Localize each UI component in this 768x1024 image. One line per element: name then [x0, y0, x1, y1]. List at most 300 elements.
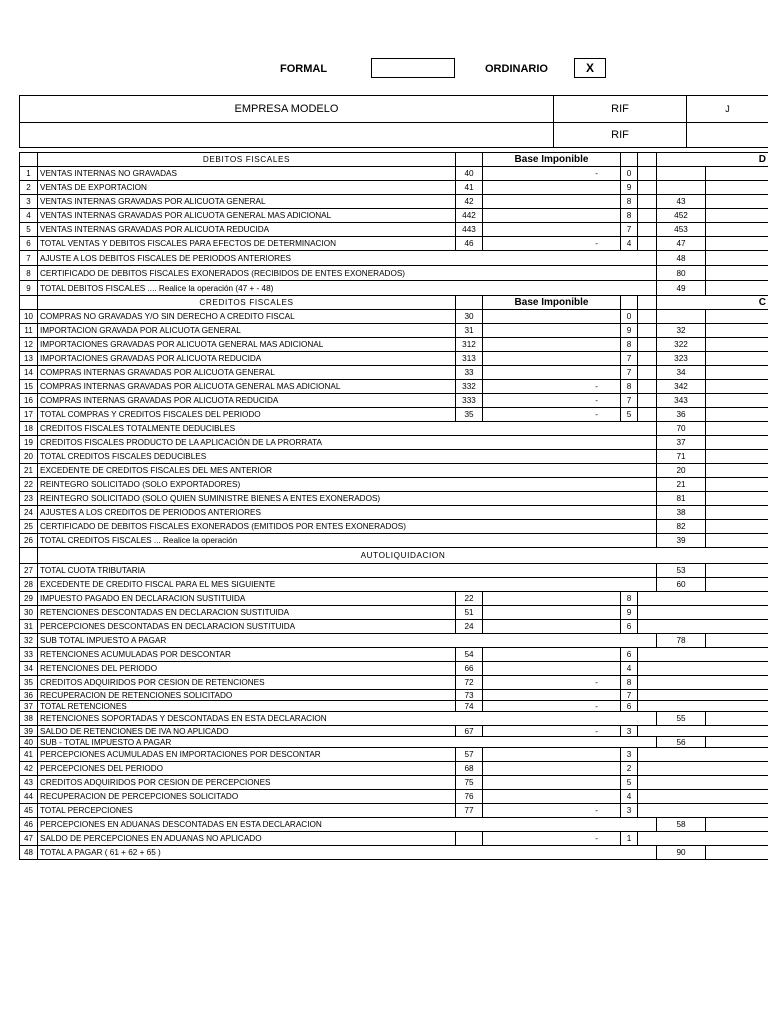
empty-amount-area: [638, 592, 768, 606]
tax-amount-field[interactable]: [706, 324, 768, 338]
base-amount-field[interactable]: [483, 352, 621, 366]
row-label: PERCEPCIONES DESCONTADAS EN DECLARACION SUSTITUIDA: [38, 620, 456, 634]
empty-amount-area: [638, 690, 768, 701]
rif-label: RIF: [554, 96, 687, 123]
table-row: [20, 620, 768, 634]
check-header-blank: [621, 153, 638, 167]
base-amount-field[interactable]: [483, 310, 621, 324]
row-number: 41: [20, 748, 38, 762]
tax-amount-field[interactable]: [706, 520, 768, 534]
check-digit: 7: [621, 394, 638, 408]
tax-amount-field[interactable]: [706, 223, 768, 237]
row-label: IMPORTACIONES GRAVADAS POR ALICUOTA GENERAL MAS ADICIONAL: [38, 338, 456, 352]
base-amount-field[interactable]: [483, 592, 621, 606]
base-amount-field[interactable]: -: [483, 408, 621, 422]
table-row: [20, 251, 768, 266]
line-code: 31: [456, 324, 483, 338]
line-code: 22: [456, 592, 483, 606]
table-row: [20, 450, 768, 464]
rif-value-2[interactable]: [687, 123, 768, 148]
tax-amount-field[interactable]: [706, 338, 768, 352]
row-number: 33: [20, 648, 38, 662]
empty-amount-area: [638, 804, 768, 818]
table-row: [20, 634, 768, 648]
row-label: TOTAL CREDITOS FISCALES DEDUCIBLES: [38, 450, 657, 464]
tax-code: 48: [657, 251, 706, 266]
tax-amount-field[interactable]: [706, 564, 768, 578]
row-number: 28: [20, 578, 38, 592]
base-amount-field[interactable]: [483, 181, 621, 195]
check-digit: 7: [621, 690, 638, 701]
row-number: 37: [20, 701, 38, 712]
line-code: 35: [456, 408, 483, 422]
row-label: VENTAS DE EXPORTACION: [38, 181, 456, 195]
tax-code: 34: [657, 366, 706, 380]
tax-amount-field[interactable]: [706, 818, 768, 832]
base-amount-field[interactable]: [483, 748, 621, 762]
tax-amount-field[interactable]: [706, 281, 768, 296]
check-digit: 6: [621, 701, 638, 712]
table-row: [20, 648, 768, 662]
code-header-blank: [456, 153, 483, 167]
base-amount-field[interactable]: [483, 606, 621, 620]
row-number: 46: [20, 818, 38, 832]
table-row: [20, 832, 768, 846]
tax-code: 55: [657, 712, 706, 726]
line-code: 51: [456, 606, 483, 620]
empty-amount-area: [638, 790, 768, 804]
table-row: [20, 195, 768, 209]
row-number: 22: [20, 478, 38, 492]
gap-cell: [638, 394, 657, 408]
company-name: EMPRESA MODELO: [20, 96, 554, 123]
line-code: 41: [456, 181, 483, 195]
gap-cell: [638, 223, 657, 237]
row-number: 27: [20, 564, 38, 578]
table-row: [20, 478, 768, 492]
row-label: PERCEPCIONES DEL PERIODO: [38, 762, 456, 776]
tax-code: 70: [657, 422, 706, 436]
creditos-fiscales-title: CREDITOS FISCALES: [38, 296, 456, 310]
row-number: 16: [20, 394, 38, 408]
tax-amount-field[interactable]: [706, 181, 768, 195]
check-digit: 9: [621, 181, 638, 195]
check-digit: 8: [621, 592, 638, 606]
company-name-second-line: [20, 123, 554, 148]
row-label: AJUSTE A LOS DEBITOS FISCALES DE PERIODOS ANTERIORES: [38, 251, 657, 266]
check-digit: 1: [621, 832, 638, 846]
check-digit: 3: [621, 804, 638, 818]
table-row: [20, 394, 768, 408]
tax-amount-field[interactable]: [706, 394, 768, 408]
line-code: 73: [456, 690, 483, 701]
rif-value[interactable]: J: [687, 96, 768, 123]
line-code: 77: [456, 804, 483, 818]
row-label: RECUPERACION DE RETENCIONES SOLICITADO: [38, 690, 456, 701]
row-label: SUB - TOTAL IMPUESTO A PAGAR: [38, 737, 657, 748]
check-digit: 9: [621, 324, 638, 338]
gap-cell: [638, 408, 657, 422]
line-code: 30: [456, 310, 483, 324]
row-number: 17: [20, 408, 38, 422]
row-number: 12: [20, 338, 38, 352]
check-digit: 7: [621, 223, 638, 237]
check-digit: 8: [621, 676, 638, 690]
table-row: [20, 534, 768, 548]
row-number: 45: [20, 804, 38, 818]
gap-cell: [638, 380, 657, 394]
tax-amount-field[interactable]: [706, 422, 768, 436]
table-row: [20, 324, 768, 338]
base-amount-field[interactable]: [483, 324, 621, 338]
check-digit: 6: [621, 620, 638, 634]
table-row: [20, 662, 768, 676]
tax-amount-field[interactable]: [706, 534, 768, 548]
gap-cell: [638, 195, 657, 209]
iva-declaration-table: [19, 152, 768, 860]
creditos-fiscales-amount-header: C: [657, 296, 768, 310]
row-number: 13: [20, 352, 38, 366]
row-label: TOTAL COMPRAS Y CREDITOS FISCALES DEL PERIODO: [38, 408, 456, 422]
row-number: 40: [20, 737, 38, 748]
row-label: RETENCIONES DEL PERIODO: [38, 662, 456, 676]
row-number: 47: [20, 832, 38, 846]
creditos-fiscales-header: [20, 296, 768, 310]
empty-amount-area: [638, 620, 768, 634]
check-digit: 5: [621, 408, 638, 422]
check-digit: 0: [621, 167, 638, 181]
row-label: IMPORTACIONES GRAVADAS POR ALICUOTA REDUCIDA: [38, 352, 456, 366]
row-label: VENTAS INTERNAS NO GRAVADAS: [38, 167, 456, 181]
row-label: CERTIFICADO DE DEBITOS FISCALES EXONERADOS (RECIBIDOS DE ENTES EXONERADOS): [38, 266, 657, 281]
tax-amount-field[interactable]: [706, 478, 768, 492]
tax-code: 38: [657, 506, 706, 520]
company-header: [19, 95, 768, 148]
base-amount-field[interactable]: [483, 195, 621, 209]
gap-cell: [638, 324, 657, 338]
empty-amount-area: [638, 662, 768, 676]
base-amount-field[interactable]: [483, 690, 621, 701]
row-label: CREDITOS FISCALES PRODUCTO DE LA APLICACIÓN DE LA PRORRATA: [38, 436, 657, 450]
base-amount-field[interactable]: [483, 209, 621, 223]
table-row: [20, 578, 768, 592]
row-number: 32: [20, 634, 38, 648]
tax-code: [657, 310, 706, 324]
row-number: 14: [20, 366, 38, 380]
row-number: 30: [20, 606, 38, 620]
table-row: [20, 776, 768, 790]
tax-code: 453: [657, 223, 706, 237]
tax-amount-field[interactable]: [706, 408, 768, 422]
line-code: 333: [456, 394, 483, 408]
base-amount-field[interactable]: -: [483, 237, 621, 251]
row-number: 24: [20, 506, 38, 520]
row-label: SALDO DE RETENCIONES DE IVA NO APLICADO: [38, 726, 456, 737]
line-code: 57: [456, 748, 483, 762]
gap-header-blank: [638, 296, 657, 310]
ordinario-checkbox[interactable]: X: [574, 58, 606, 78]
gap-cell: [638, 366, 657, 380]
tax-amount-field[interactable]: [706, 266, 768, 281]
tax-code: 322: [657, 338, 706, 352]
row-label: PERCEPCIONES ACUMULADAS EN IMPORTACIONES POR DESCONTAR: [38, 748, 456, 762]
section-number-blank: [20, 296, 38, 310]
empty-amount-area: [638, 726, 768, 737]
tax-code: 81: [657, 492, 706, 506]
row-label: SUB TOTAL IMPUESTO A PAGAR: [38, 634, 657, 648]
tax-code: 58: [657, 818, 706, 832]
table-row: [20, 520, 768, 534]
formal-checkbox[interactable]: [371, 58, 455, 78]
row-label: VENTAS INTERNAS GRAVADAS POR ALICUOTA GENERAL: [38, 195, 456, 209]
base-amount-field[interactable]: -: [483, 726, 621, 737]
row-number: 29: [20, 592, 38, 606]
row-label: COMPRAS INTERNAS GRAVADAS POR ALICUOTA GENERAL: [38, 366, 456, 380]
base-amount-field[interactable]: [483, 648, 621, 662]
tax-amount-field[interactable]: [706, 846, 768, 860]
table-row: [20, 748, 768, 762]
empty-amount-area: [638, 701, 768, 712]
tax-amount-field[interactable]: [706, 464, 768, 478]
tax-amount-field[interactable]: [706, 310, 768, 324]
base-amount-field[interactable]: [483, 790, 621, 804]
table-row: [20, 676, 768, 690]
line-code: 33: [456, 366, 483, 380]
line-code: [456, 832, 483, 846]
section-number-blank: [20, 548, 38, 564]
line-code: 76: [456, 790, 483, 804]
table-row: [20, 606, 768, 620]
tax-amount-field[interactable]: [706, 251, 768, 266]
row-label: CERTIFICADO DE DEBITOS FISCALES EXONERADOS (EMITIDOS POR ENTES EXONERADOS): [38, 520, 657, 534]
tax-amount-field[interactable]: [706, 506, 768, 520]
row-label: COMPRAS NO GRAVADAS Y/O SIN DERECHO A CREDITO FISCAL: [38, 310, 456, 324]
base-amount-field[interactable]: [483, 762, 621, 776]
table-row: [20, 762, 768, 776]
row-number: 42: [20, 762, 38, 776]
declaration-type-bar: [0, 58, 768, 80]
table-row: [20, 464, 768, 478]
tax-amount-field[interactable]: [706, 737, 768, 748]
check-digit: 3: [621, 748, 638, 762]
tax-amount-field[interactable]: [706, 436, 768, 450]
row-label: TOTAL VENTAS Y DEBITOS FISCALES PARA EFECTOS DE DETERMINACION: [38, 237, 456, 251]
row-label: TOTAL PERCEPCIONES: [38, 804, 456, 818]
row-number: 11: [20, 324, 38, 338]
row-label: VENTAS INTERNAS GRAVADAS POR ALICUOTA GENERAL MAS ADICIONAL: [38, 209, 456, 223]
row-label: CREDITOS ADQUIRIDOS POR CESION DE RETENCIONES: [38, 676, 456, 690]
table-row: [20, 804, 768, 818]
row-label: CREDITOS FISCALES TOTALMENTE DEDUCIBLES: [38, 422, 657, 436]
row-number: 8: [20, 266, 38, 281]
check-digit: 6: [621, 648, 638, 662]
row-number: 25: [20, 520, 38, 534]
tax-amount-field[interactable]: [706, 167, 768, 181]
table-row: [20, 167, 768, 181]
base-amount-field[interactable]: -: [483, 676, 621, 690]
check-digit: 4: [621, 790, 638, 804]
tax-code: 452: [657, 209, 706, 223]
row-label: EXCEDENTE DE CREDITOS FISCALES DEL MES ANTERIOR: [38, 464, 657, 478]
base-amount-field[interactable]: [483, 223, 621, 237]
code-header-blank: [456, 296, 483, 310]
line-code: 74: [456, 701, 483, 712]
line-code: 46: [456, 237, 483, 251]
row-label: REINTEGRO SOLICITADO (SOLO EXPORTADORES): [38, 478, 657, 492]
empty-amount-area: [638, 648, 768, 662]
tax-code: 49: [657, 281, 706, 296]
tax-code: 60: [657, 578, 706, 592]
ordinario-label: ORDINARIO: [485, 63, 548, 75]
tax-code: 21: [657, 478, 706, 492]
tax-amount-field[interactable]: [706, 578, 768, 592]
tax-code: 342: [657, 380, 706, 394]
tax-code: 71: [657, 450, 706, 464]
base-amount-field[interactable]: -: [483, 167, 621, 181]
row-number: 15: [20, 380, 38, 394]
empty-amount-area: [638, 748, 768, 762]
line-code: 75: [456, 776, 483, 790]
table-row: [20, 408, 768, 422]
tax-amount-field[interactable]: [706, 450, 768, 464]
debitos-fiscales-header: [20, 153, 768, 167]
tax-amount-field[interactable]: [706, 352, 768, 366]
table-row: [20, 366, 768, 380]
table-row: [20, 564, 768, 578]
check-digit: 4: [621, 662, 638, 676]
row-number: 23: [20, 492, 38, 506]
tax-amount-field[interactable]: [706, 380, 768, 394]
autoliquidacion-title: AUTOLIQUIDACION: [38, 548, 768, 564]
row-number: 18: [20, 422, 38, 436]
table-row: [20, 726, 768, 737]
tax-code: 80: [657, 266, 706, 281]
row-number: 35: [20, 676, 38, 690]
row-number: 2: [20, 181, 38, 195]
empty-amount-area: [638, 776, 768, 790]
row-label: TOTAL DEBITOS FISCALES .... Realice la operación (47 + - 48): [38, 281, 657, 296]
check-digit: 8: [621, 209, 638, 223]
row-label: AJUSTES A LOS CREDITOS DE PERIODOS ANTERIORES: [38, 506, 657, 520]
tax-amount-field[interactable]: [706, 712, 768, 726]
tax-code: 343: [657, 394, 706, 408]
row-number: 3: [20, 195, 38, 209]
line-code: 54: [456, 648, 483, 662]
row-number: 36: [20, 690, 38, 701]
row-number: 6: [20, 237, 38, 251]
tax-amount-field[interactable]: [706, 492, 768, 506]
line-code: 443: [456, 223, 483, 237]
gap-cell: [638, 310, 657, 324]
tax-code: 37: [657, 436, 706, 450]
row-label: RECUPERACION DE PERCEPCIONES SOLICITADO: [38, 790, 456, 804]
row-label: PERCEPCIONES EN ADUANAS DESCONTADAS EN ESTA DECLARACION: [38, 818, 657, 832]
row-label: CREDITOS ADQUIRIDOS POR CESION DE PERCEPCIONES: [38, 776, 456, 790]
row-number: 4: [20, 209, 38, 223]
line-code: 42: [456, 195, 483, 209]
check-digit: 2: [621, 762, 638, 776]
row-label: VENTAS INTERNAS GRAVADAS POR ALICUOTA REDUCIDA: [38, 223, 456, 237]
tax-amount-field[interactable]: [706, 209, 768, 223]
tax-amount-field[interactable]: [706, 195, 768, 209]
base-amount-field[interactable]: -: [483, 832, 621, 846]
tax-code: 323: [657, 352, 706, 366]
tax-code: 20: [657, 464, 706, 478]
row-number: 21: [20, 464, 38, 478]
table-row: [20, 281, 768, 296]
base-amount-field[interactable]: [483, 620, 621, 634]
tax-code: 82: [657, 520, 706, 534]
table-row: [20, 846, 768, 860]
base-amount-field[interactable]: [483, 366, 621, 380]
base-amount-field[interactable]: -: [483, 380, 621, 394]
check-digit: 9: [621, 606, 638, 620]
tax-amount-field[interactable]: [706, 366, 768, 380]
check-digit: 8: [621, 380, 638, 394]
row-number: 38: [20, 712, 38, 726]
table-row: [20, 422, 768, 436]
tax-code: 78: [657, 634, 706, 648]
check-digit: 4: [621, 237, 638, 251]
row-label: TOTAL A PAGAR ( 61 + 62 + 65 ): [38, 846, 657, 860]
row-label: RETENCIONES ACUMULADAS POR DESCONTAR: [38, 648, 456, 662]
row-label: TOTAL CUOTA TRIBUTARIA: [38, 564, 657, 578]
base-amount-field[interactable]: [483, 776, 621, 790]
table-row: [20, 338, 768, 352]
row-number: 34: [20, 662, 38, 676]
table-row: [20, 492, 768, 506]
check-digit: 8: [621, 195, 638, 209]
table-row: [20, 701, 768, 712]
gap-header-blank: [638, 153, 657, 167]
base-imponible-header: Base Imponible: [483, 153, 621, 167]
rif-label-2: RIF: [554, 123, 687, 148]
gap-cell: [638, 181, 657, 195]
tax-amount-field[interactable]: [706, 237, 768, 251]
base-amount-field[interactable]: -: [483, 394, 621, 408]
base-amount-field[interactable]: [483, 338, 621, 352]
row-number: 20: [20, 450, 38, 464]
table-row: [20, 790, 768, 804]
check-digit: 8: [621, 338, 638, 352]
table-row: [20, 237, 768, 251]
base-amount-field[interactable]: -: [483, 804, 621, 818]
line-code: 24: [456, 620, 483, 634]
row-label: COMPRAS INTERNAS GRAVADAS POR ALICUOTA GENERAL MAS ADICIONAL: [38, 380, 456, 394]
table-row: [20, 310, 768, 324]
table-row: [20, 352, 768, 366]
check-digit: 5: [621, 776, 638, 790]
row-label: RETENCIONES DESCONTADAS EN DECLARACION SUSTITUIDA: [38, 606, 456, 620]
base-imponible-header: Base Imponible: [483, 296, 621, 310]
table-row: [20, 436, 768, 450]
check-digit: 3: [621, 726, 638, 737]
tax-code: 47: [657, 237, 706, 251]
base-amount-field[interactable]: [483, 662, 621, 676]
row-number: 1: [20, 167, 38, 181]
check-digit: 7: [621, 366, 638, 380]
tax-amount-field[interactable]: [706, 634, 768, 648]
tax-code: 53: [657, 564, 706, 578]
tax-code: [657, 167, 706, 181]
row-label: SALDO DE PERCEPCIONES EN ADUANAS NO APLICADO: [38, 832, 456, 846]
table-row: [20, 737, 768, 748]
tax-code: 36: [657, 408, 706, 422]
base-amount-field[interactable]: -: [483, 701, 621, 712]
gap-cell: [638, 237, 657, 251]
table-row: [20, 690, 768, 701]
line-code: 313: [456, 352, 483, 366]
